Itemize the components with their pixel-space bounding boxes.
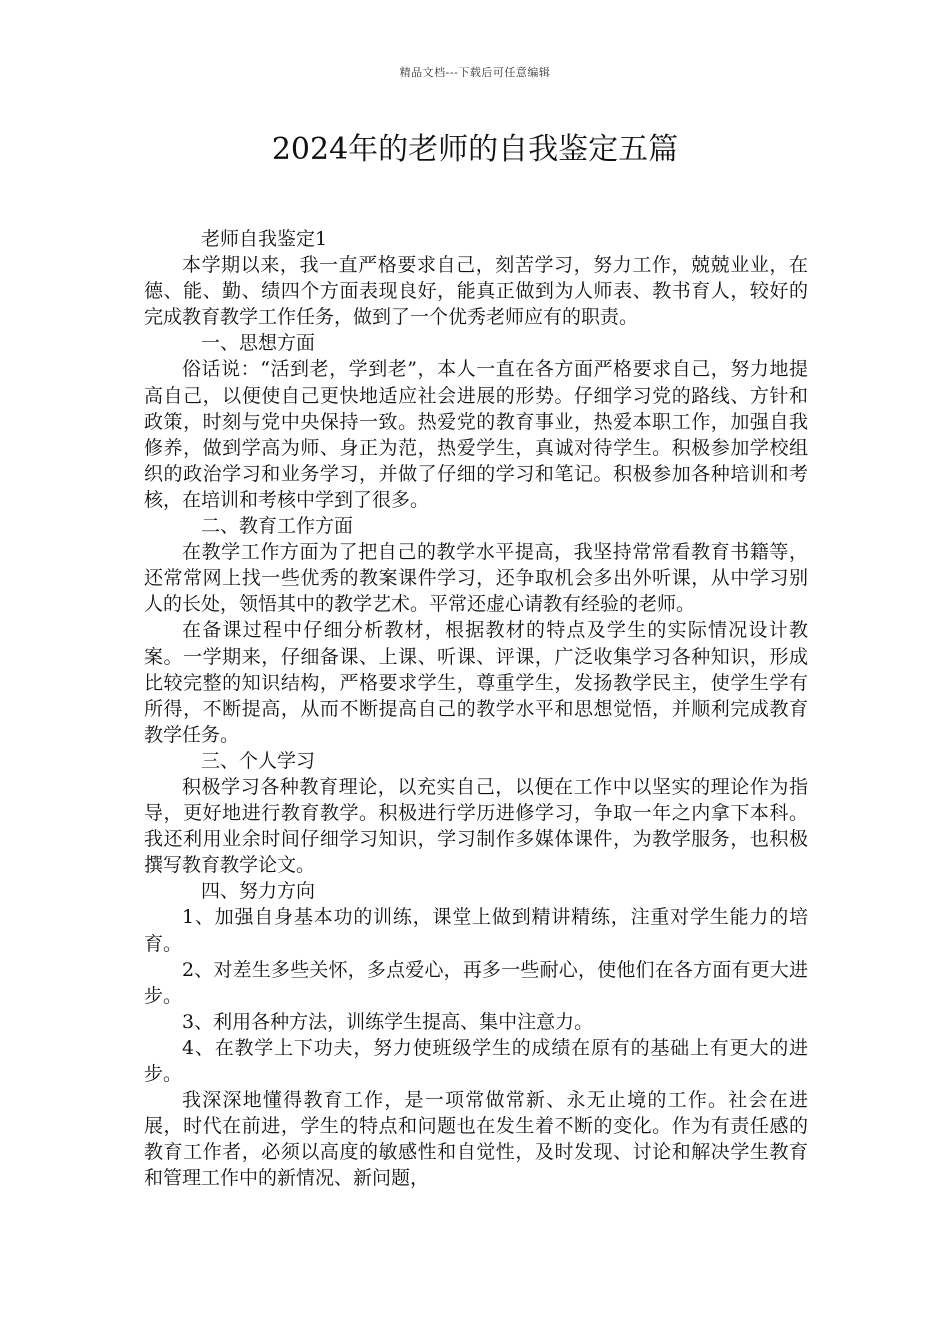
section-heading: 一、思想方面 [201,332,316,355]
page-title: 2024年的老师的自我鉴定五篇 [271,132,679,167]
list-item: 4、在教学上下功夫，努力使班级学生的成绩在原有的基础上有更大的进步。 [144,1036,808,1085]
section-heading: 三、个人学习 [201,749,316,772]
paragraph: 我深深地懂得教育工作，是一项常做常新、永无止境的工作。社会在进展，时代在前进，学生的特点和问题也在发生着不断的变化。作为有责任感的教育工作者，必须以高度的敏感性和自觉性，及时发现、讨论和解决学生教育和管理工作中的新情况、新问题， [144,1089,808,1190]
section-heading: 四、努力方向 [201,880,316,903]
paragraph: 在教学工作方面为了把自己的教学水平提高，我坚持常常看教育书籍等，还常常网上找一些优秀的教案课件学习，还争取机会多出外听课，从中学习别人的长处，领悟其中的教学艺术。平常还虚心请教有经验的老师。 [144,541,808,616]
paragraph: 在备课过程中仔细分析教材，根据教材的特点及学生的实际情况设计教案。一学期来，仔细备课、上课、听课、评课，广泛收集学习各种知识，形成比较完整的知识结构，严格要求学生，尊重学生，发扬教学民主，使学生学有所得，不断提高，从而不断提高自己的教学水平和思想觉悟，并顺利完成教育教学任务。 [144,619,808,746]
list-item: 2、对差生多些关怀，多点爱心，再多一些耐心，使他们在各方面有更大进步。 [144,958,808,1007]
section-heading: 二、教育工作方面 [201,515,354,538]
section-heading: 老师自我鉴定1 [201,228,328,250]
paragraph: 本学期以来，我一直严格要求自己，刻苦学习，努力工作，兢兢业业，在德、能、勤、绩四个方面表现良好，能真正做到为人师表、教书育人，较好的完成教育教学工作任务，做到了一个优秀老师应有的职责。 [144,254,808,329]
paragraph: 积极学习各种教育理论，以充实自己，以便在工作中以坚实的理论作为指导，更好地进行教育教学。积极进行学历进修学习，争取一年之内拿下本科。我还利用业余时间仔细学习知识，学习制作多媒体课件，为教学服务，也积极撰写教育教学论文。 [144,775,808,877]
paragraph: 俗话说：“活到老，学到老”，本人一直在各方面严格要求自己，努力地提高自己，以便使自己更快地适应社会进展的形势。仔细学习党的路线、方针和政策，时刻与党中央保持一致。热爱党的教育事业，热爱本职工作，加强自我修养，做到学高为师、身正为范，热爱学生，真诚对待学生。积极参加学校组织的政治学习和业务学习，并做了仔细的学习和笔记。积极参加各种培训和考核，在培训和考核中学到了很多。 [144,358,808,511]
list-item: 1、加强自身基本功的训练，课堂上做到精讲精练，注重对学生能力的培育。 [144,906,808,955]
page-header: 精品文档---下载后可任意编辑 [399,66,551,79]
list-item: 3、利用各种方法，训练学生提高、集中注意力。 [182,1010,594,1033]
document-body [144,226,808,1191]
